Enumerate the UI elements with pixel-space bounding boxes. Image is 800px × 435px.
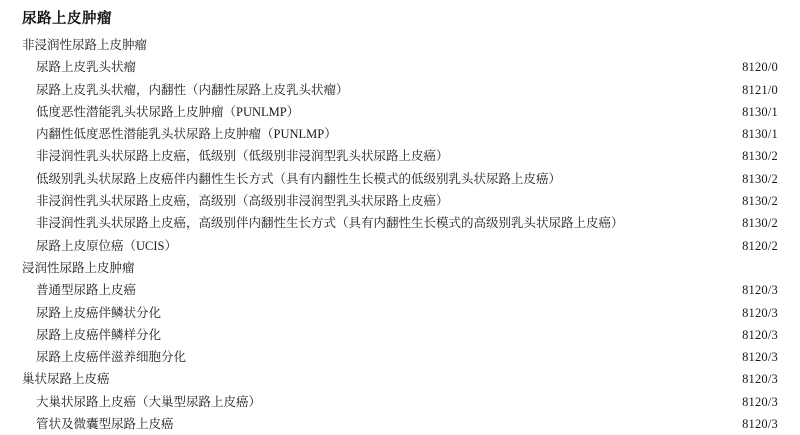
classification-entry xyxy=(22,302,778,324)
entry-code: 8130/2 xyxy=(742,171,778,186)
entry-label: 非浸润性乳头状尿路上皮癌，高级别（高级别非浸润型乳头状尿路上皮癌） xyxy=(36,194,449,209)
classification-entry xyxy=(22,168,778,190)
entry-label: 大巢状尿路上皮癌（大巢型尿路上皮癌） xyxy=(36,394,262,409)
entry-code: 8130/2 xyxy=(742,194,778,209)
entry-label: 尿路上皮原位癌（UCIS） xyxy=(36,238,177,253)
classification-entry xyxy=(22,123,778,145)
entry-label: 非浸润性尿路上皮肿瘤 xyxy=(22,38,148,52)
entry-code: 8120/3 xyxy=(742,283,778,298)
entry-code: 8120/3 xyxy=(742,350,778,365)
entry-code: 8120/3 xyxy=(742,372,778,387)
entry-label: 非浸润性乳头状尿路上皮癌，低级别（低级别非浸润型乳头状尿路上皮癌） xyxy=(36,149,449,164)
classification-entry xyxy=(22,56,778,78)
classification-entry xyxy=(22,34,778,56)
classification-entry xyxy=(22,235,778,257)
entry-label: 内翻性低度恶性潜能乳头状尿路上皮肿瘤（PUNLMP） xyxy=(36,127,337,142)
entry-label: 普通型尿路上皮癌 xyxy=(36,283,137,298)
classification-entry xyxy=(22,279,778,301)
entry-code: 8121/0 xyxy=(742,82,778,97)
entry-code: 8120/3 xyxy=(742,305,778,320)
classification-entry xyxy=(22,391,778,413)
entry-label: 管状及微囊型尿路上皮癌 xyxy=(36,417,174,432)
classification-entry xyxy=(22,212,778,234)
entry-code: 8120/3 xyxy=(742,417,778,432)
entry-label: 低级别乳头状尿路上皮癌伴内翻性生长方式（具有内翻性生长模式的低级别乳头状尿路上皮癌） xyxy=(36,171,562,186)
classification-entry xyxy=(22,324,778,346)
classification-entry xyxy=(22,413,778,435)
entry-code: 8130/2 xyxy=(742,216,778,231)
page-title: 尿路上皮肿瘤 xyxy=(22,11,112,27)
entry-label: 非浸润性乳头状尿路上皮癌，高级别伴内翻性生长方式（具有内翻性生长模式的高级别乳头状尿路上皮癌） xyxy=(36,216,624,231)
entry-label: 尿路上皮癌伴滋养细胞分化 xyxy=(36,350,187,365)
entry-label: 尿路上皮癌伴鳞样分化 xyxy=(36,327,162,342)
entry-label: 浸润性尿路上皮肿瘤 xyxy=(22,260,135,275)
entry-label: 低度恶性潜能乳头状尿路上皮肿瘤（PUNLMP） xyxy=(36,104,300,119)
entry-label: 尿路上皮乳头状瘤 xyxy=(36,60,137,75)
entry-code: 8120/0 xyxy=(742,60,778,75)
entry-code: 8130/1 xyxy=(742,104,778,119)
classification-entry xyxy=(22,79,778,101)
entry-code: 8120/3 xyxy=(742,394,778,409)
classification-entry xyxy=(22,368,778,390)
entry-code: 8130/1 xyxy=(742,127,778,142)
entry-code: 8120/3 xyxy=(742,327,778,342)
entry-code: 8120/2 xyxy=(742,238,778,253)
classification-list xyxy=(22,34,778,435)
classification-entry xyxy=(22,346,778,368)
classification-entry xyxy=(22,257,778,279)
classification-entry xyxy=(22,145,778,167)
entry-code: 8130/2 xyxy=(742,149,778,164)
entry-label: 巢状尿路上皮癌 xyxy=(22,372,110,387)
entry-label: 尿路上皮乳头状瘤，内翻性（内翻性尿路上皮乳头状瘤） xyxy=(36,82,349,97)
classification-entry xyxy=(22,101,778,123)
classification-entry xyxy=(22,190,778,212)
entry-label: 尿路上皮癌伴鳞状分化 xyxy=(36,305,162,320)
